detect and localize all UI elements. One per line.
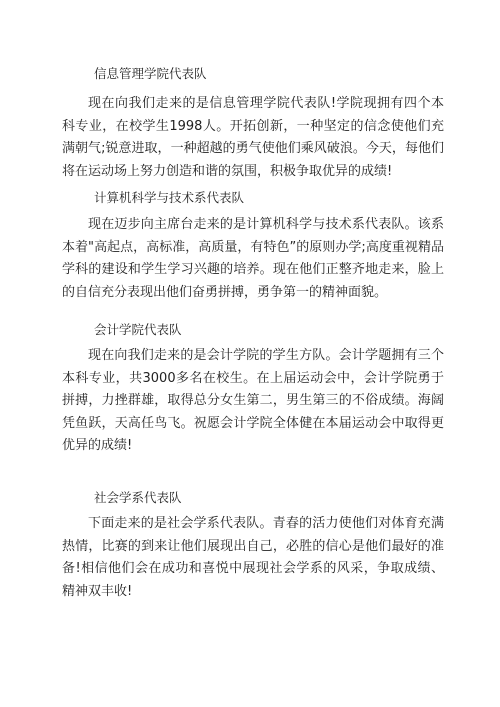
section-paragraph: 现在向我们走来的是会计学院的学生方队。会计学题拥有三个本科专业，共3000多名在校生。在上届运动会中，会计学院勇于拼搏，力挫群雄，取得总分女生第二，男生第三的不俗成绩。海阔凭鱼跃，天高任鸟飞。祝愿会计学院全体健在本届运动会中取得更优异的成绩!: [62, 348, 444, 453]
section-paragraph: 现在向我们走来的是信息管理学院代表队!学院现拥有四个本科专业，在校学生1998人。开拓创新，一种坚定的信念使他们充满朝气;锐意进取，一种超越的勇气使他们乘风破浪。今天，每他们将在运动场上努力创造和谐的氛围，积极争取优异的成绩!: [62, 96, 444, 179]
section-information-management: [62, 64, 444, 183]
section-paragraph: 现在迈步向主席台走来的是计算机科学与技术系代表队。该系本着"高起点，高标准，高质量，有特色”的原则办学;高度重视精品学科的建设和学生学习兴趣的培养。现在他们正整齐地走来，脸上的自信充分表现出他们奋勇拼搏，勇争第一的精神面貌。: [62, 217, 444, 300]
section-accounting: [62, 320, 444, 458]
section-computer-science: [62, 188, 444, 304]
section-heading: 社会学系代表队: [94, 490, 182, 505]
section-heading: 计算机科学与技术系代表队: [94, 190, 245, 205]
section-paragraph: 下面走来的是社会学系代表队。青春的活力使他们对体育充满热情，比赛的到来让他们展现出自己，必胜的信心是他们最好的准备!相信他们会在成功和喜悦中展现社会学系的风采，争取成绩、精神双丰收!: [62, 516, 444, 599]
section-sociology: [62, 488, 444, 603]
section-heading: 会计学院代表队: [94, 322, 182, 337]
section-heading: 信息管理学院代表队: [94, 66, 207, 81]
